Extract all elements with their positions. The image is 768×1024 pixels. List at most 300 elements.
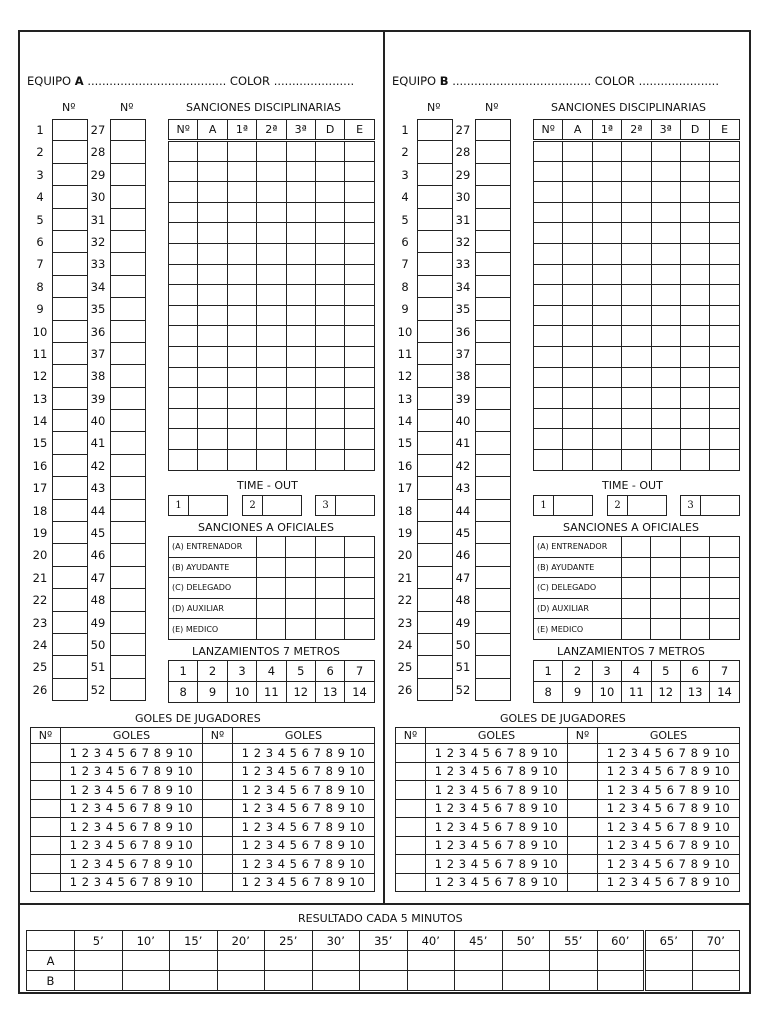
resultado-cell[interactable] [170, 971, 218, 991]
goles-player-cell[interactable] [396, 799, 426, 818]
sanciones-cell[interactable] [710, 449, 739, 470]
color-field[interactable]: ...................... [273, 74, 355, 88]
sanciones-cell[interactable] [622, 326, 651, 347]
sanciones-cell[interactable] [227, 243, 256, 264]
time-out-box[interactable] [242, 495, 302, 516]
sanciones-cell[interactable] [622, 285, 651, 306]
oficial-cell[interactable] [345, 557, 374, 578]
goles-sequence[interactable]: 1 2 3 4 5 6 7 8 9 10 [426, 855, 568, 874]
lanzamiento-cell[interactable]: 11 [622, 682, 651, 703]
sanciones-cell[interactable] [257, 223, 286, 244]
sanciones-cell[interactable] [592, 408, 621, 429]
sanciones-cell[interactable] [286, 326, 315, 347]
resultado-cell[interactable] [502, 951, 550, 971]
sanciones-cell[interactable] [286, 388, 315, 409]
player-entry-box[interactable] [475, 589, 511, 611]
player-entry-box[interactable] [475, 209, 511, 231]
player-entry-box[interactable] [52, 119, 88, 141]
player-entry-box[interactable] [475, 231, 511, 253]
goles-sequence[interactable]: 1 2 3 4 5 6 7 8 9 10 [426, 744, 568, 763]
oficial-cell[interactable] [680, 598, 709, 619]
player-entry-box[interactable] [417, 141, 453, 163]
goles-sequence[interactable]: 1 2 3 4 5 6 7 8 9 10 [426, 873, 568, 892]
goles-player-cell[interactable] [396, 818, 426, 837]
sanciones-cell[interactable] [592, 141, 621, 162]
sanciones-cell[interactable] [227, 408, 256, 429]
sanciones-cell[interactable] [315, 141, 344, 162]
oficial-cell[interactable] [622, 598, 651, 619]
sanciones-cell[interactable] [710, 264, 739, 285]
player-entry-box[interactable] [475, 388, 511, 410]
resultado-cell[interactable] [692, 951, 740, 971]
sanciones-cell[interactable] [169, 346, 198, 367]
sanciones-cell[interactable] [534, 182, 563, 203]
oficial-cell[interactable] [257, 598, 286, 619]
sanciones-cell[interactable] [169, 161, 198, 182]
oficial-cell[interactable] [345, 619, 374, 640]
goles-player-cell[interactable] [568, 855, 598, 874]
sanciones-cell[interactable] [680, 141, 709, 162]
player-entry-box[interactable] [52, 321, 88, 343]
sanciones-cell[interactable] [622, 408, 651, 429]
oficial-cell[interactable] [315, 619, 344, 640]
goles-sequence[interactable]: 1 2 3 4 5 6 7 8 9 10 [233, 781, 375, 800]
sanciones-cell[interactable] [592, 388, 621, 409]
sanciones-cell[interactable] [315, 326, 344, 347]
sanciones-cell[interactable] [315, 182, 344, 203]
goles-player-cell[interactable] [396, 836, 426, 855]
lanzamiento-cell[interactable]: 13 [680, 682, 709, 703]
sanciones-cell[interactable] [286, 285, 315, 306]
goles-sequence[interactable]: 1 2 3 4 5 6 7 8 9 10 [61, 762, 203, 781]
resultado-cell[interactable] [645, 951, 693, 971]
sanciones-cell[interactable] [563, 141, 592, 162]
player-entry-box[interactable] [417, 119, 453, 141]
player-entry-box[interactable] [52, 679, 88, 701]
sanciones-cell[interactable] [680, 243, 709, 264]
player-entry-box[interactable] [475, 186, 511, 208]
resultado-cell[interactable] [265, 971, 313, 991]
sanciones-cell[interactable] [563, 449, 592, 470]
lanzamiento-cell[interactable]: 8 [534, 682, 563, 703]
player-entry-box[interactable] [475, 634, 511, 656]
time-out-box[interactable] [315, 495, 375, 516]
sanciones-cell[interactable] [592, 305, 621, 326]
lanzamiento-cell[interactable]: 13 [315, 682, 344, 703]
goles-sequence[interactable]: 1 2 3 4 5 6 7 8 9 10 [598, 799, 740, 818]
sanciones-cell[interactable] [345, 223, 374, 244]
sanciones-cell[interactable] [257, 408, 286, 429]
oficial-cell[interactable] [680, 619, 709, 640]
sanciones-cell[interactable] [227, 367, 256, 388]
sanciones-cell[interactable] [169, 388, 198, 409]
goles-player-cell[interactable] [203, 762, 233, 781]
sanciones-cell[interactable] [257, 243, 286, 264]
sanciones-cell[interactable] [592, 161, 621, 182]
sanciones-cell[interactable] [169, 264, 198, 285]
time-out-box[interactable] [680, 495, 740, 516]
lanzamiento-cell[interactable]: 9 [563, 682, 592, 703]
goles-player-cell[interactable] [396, 781, 426, 800]
sanciones-cell[interactable] [257, 326, 286, 347]
lanzamiento-cell[interactable]: 10 [592, 682, 621, 703]
sanciones-cell[interactable] [563, 388, 592, 409]
player-entry-box[interactable] [417, 500, 453, 522]
sanciones-cell[interactable] [651, 264, 680, 285]
lanzamiento-cell[interactable]: 6 [680, 661, 709, 682]
sanciones-cell[interactable] [710, 161, 739, 182]
resultado-cell[interactable] [217, 971, 265, 991]
sanciones-cell[interactable] [534, 161, 563, 182]
sanciones-cell[interactable] [563, 326, 592, 347]
resultado-cell[interactable] [407, 951, 455, 971]
resultado-cell[interactable] [360, 951, 408, 971]
sanciones-cell[interactable] [315, 429, 344, 450]
sanciones-cell[interactable] [315, 305, 344, 326]
sanciones-cell[interactable] [651, 449, 680, 470]
goles-player-cell[interactable] [31, 781, 61, 800]
goles-sequence[interactable]: 1 2 3 4 5 6 7 8 9 10 [61, 818, 203, 837]
sanciones-cell[interactable] [286, 161, 315, 182]
sanciones-cell[interactable] [345, 243, 374, 264]
oficial-cell[interactable] [622, 619, 651, 640]
goles-player-cell[interactable] [203, 781, 233, 800]
player-entry-box[interactable] [417, 432, 453, 454]
sanciones-cell[interactable] [710, 141, 739, 162]
player-entry-box[interactable] [475, 432, 511, 454]
sanciones-cell[interactable] [622, 264, 651, 285]
sanciones-cell[interactable] [680, 326, 709, 347]
player-entry-box[interactable] [475, 544, 511, 566]
oficial-cell[interactable] [315, 557, 344, 578]
resultado-cell[interactable] [407, 971, 455, 991]
oficial-cell[interactable] [345, 598, 374, 619]
player-entry-box[interactable] [475, 343, 511, 365]
sanciones-cell[interactable] [651, 141, 680, 162]
oficial-cell[interactable] [710, 557, 739, 578]
player-entry-box[interactable] [52, 231, 88, 253]
goles-sequence[interactable]: 1 2 3 4 5 6 7 8 9 10 [426, 781, 568, 800]
goles-player-cell[interactable] [203, 855, 233, 874]
lanzamiento-cell[interactable]: 4 [622, 661, 651, 682]
sanciones-cell[interactable] [198, 285, 227, 306]
sanciones-cell[interactable] [622, 449, 651, 470]
sanciones-cell[interactable] [710, 326, 739, 347]
player-entry-box[interactable] [475, 253, 511, 275]
sanciones-cell[interactable] [680, 408, 709, 429]
sanciones-cell[interactable] [710, 305, 739, 326]
goles-player-cell[interactable] [396, 855, 426, 874]
sanciones-cell[interactable] [345, 346, 374, 367]
resultado-cell[interactable] [217, 951, 265, 971]
lanzamiento-cell[interactable]: 4 [257, 661, 286, 682]
lanzamiento-cell[interactable]: 6 [315, 661, 344, 682]
sanciones-cell[interactable] [345, 408, 374, 429]
player-entry-box[interactable] [110, 455, 146, 477]
oficial-cell[interactable] [345, 578, 374, 599]
sanciones-cell[interactable] [534, 326, 563, 347]
player-entry-box[interactable] [52, 656, 88, 678]
oficial-cell[interactable] [651, 557, 680, 578]
sanciones-cell[interactable] [563, 429, 592, 450]
player-entry-box[interactable] [52, 209, 88, 231]
oficial-cell[interactable] [286, 557, 315, 578]
sanciones-cell[interactable] [345, 449, 374, 470]
sanciones-cell[interactable] [563, 223, 592, 244]
player-entry-box[interactable] [417, 589, 453, 611]
goles-sequence[interactable]: 1 2 3 4 5 6 7 8 9 10 [598, 855, 740, 874]
oficial-cell[interactable] [680, 557, 709, 578]
sanciones-cell[interactable] [345, 161, 374, 182]
player-entry-box[interactable] [52, 612, 88, 634]
sanciones-cell[interactable] [592, 223, 621, 244]
sanciones-cell[interactable] [651, 285, 680, 306]
sanciones-cell[interactable] [563, 305, 592, 326]
resultado-cell[interactable] [455, 951, 503, 971]
team-name-field[interactable]: ...................................... [87, 74, 227, 88]
sanciones-cell[interactable] [286, 367, 315, 388]
goles-player-cell[interactable] [396, 762, 426, 781]
sanciones-cell[interactable] [534, 202, 563, 223]
resultado-cell[interactable] [455, 971, 503, 991]
sanciones-cell[interactable] [257, 161, 286, 182]
player-entry-box[interactable] [475, 298, 511, 320]
goles-player-cell[interactable] [568, 818, 598, 837]
goles-sequence[interactable]: 1 2 3 4 5 6 7 8 9 10 [426, 818, 568, 837]
player-entry-box[interactable] [417, 186, 453, 208]
player-entry-box[interactable] [475, 477, 511, 499]
sanciones-cell[interactable] [169, 182, 198, 203]
oficial-cell[interactable] [286, 619, 315, 640]
sanciones-cell[interactable] [169, 449, 198, 470]
goles-sequence[interactable]: 1 2 3 4 5 6 7 8 9 10 [61, 873, 203, 892]
lanzamiento-cell[interactable]: 5 [286, 661, 315, 682]
sanciones-cell[interactable] [534, 408, 563, 429]
sanciones-cell[interactable] [622, 243, 651, 264]
player-entry-box[interactable] [475, 612, 511, 634]
oficial-cell[interactable] [257, 619, 286, 640]
sanciones-cell[interactable] [534, 305, 563, 326]
player-entry-box[interactable] [417, 544, 453, 566]
player-entry-box[interactable] [475, 365, 511, 387]
sanciones-cell[interactable] [198, 243, 227, 264]
sanciones-cell[interactable] [227, 223, 256, 244]
sanciones-cell[interactable] [534, 285, 563, 306]
player-entry-box[interactable] [417, 612, 453, 634]
player-entry-box[interactable] [475, 321, 511, 343]
player-entry-box[interactable] [110, 164, 146, 186]
player-entry-box[interactable] [52, 500, 88, 522]
sanciones-cell[interactable] [680, 264, 709, 285]
goles-sequence[interactable]: 1 2 3 4 5 6 7 8 9 10 [426, 836, 568, 855]
player-entry-box[interactable] [110, 365, 146, 387]
sanciones-cell[interactable] [345, 264, 374, 285]
sanciones-cell[interactable] [651, 367, 680, 388]
player-entry-box[interactable] [417, 679, 453, 701]
sanciones-cell[interactable] [563, 264, 592, 285]
sanciones-cell[interactable] [198, 264, 227, 285]
player-entry-box[interactable] [52, 388, 88, 410]
sanciones-cell[interactable] [198, 202, 227, 223]
resultado-cell[interactable] [645, 971, 693, 991]
goles-sequence[interactable]: 1 2 3 4 5 6 7 8 9 10 [598, 744, 740, 763]
sanciones-cell[interactable] [198, 388, 227, 409]
sanciones-cell[interactable] [169, 243, 198, 264]
player-entry-box[interactable] [52, 164, 88, 186]
goles-sequence[interactable]: 1 2 3 4 5 6 7 8 9 10 [61, 799, 203, 818]
player-entry-box[interactable] [110, 141, 146, 163]
sanciones-cell[interactable] [710, 285, 739, 306]
player-entry-box[interactable] [417, 209, 453, 231]
sanciones-cell[interactable] [286, 346, 315, 367]
goles-player-cell[interactable] [203, 818, 233, 837]
player-entry-box[interactable] [52, 477, 88, 499]
sanciones-cell[interactable] [286, 408, 315, 429]
sanciones-cell[interactable] [592, 429, 621, 450]
goles-player-cell[interactable] [203, 799, 233, 818]
player-entry-box[interactable] [110, 567, 146, 589]
lanzamiento-cell[interactable]: 14 [710, 682, 739, 703]
sanciones-cell[interactable] [592, 182, 621, 203]
sanciones-cell[interactable] [345, 141, 374, 162]
goles-sequence[interactable]: 1 2 3 4 5 6 7 8 9 10 [233, 855, 375, 874]
sanciones-cell[interactable] [710, 202, 739, 223]
player-entry-box[interactable] [110, 522, 146, 544]
sanciones-cell[interactable] [315, 161, 344, 182]
sanciones-cell[interactable] [315, 408, 344, 429]
player-entry-box[interactable] [110, 298, 146, 320]
player-entry-box[interactable] [475, 164, 511, 186]
sanciones-cell[interactable] [286, 264, 315, 285]
sanciones-cell[interactable] [651, 161, 680, 182]
sanciones-cell[interactable] [651, 202, 680, 223]
player-entry-box[interactable] [52, 432, 88, 454]
time-out-box[interactable] [168, 495, 228, 516]
sanciones-cell[interactable] [198, 346, 227, 367]
sanciones-cell[interactable] [198, 449, 227, 470]
goles-sequence[interactable]: 1 2 3 4 5 6 7 8 9 10 [61, 744, 203, 763]
sanciones-cell[interactable] [534, 429, 563, 450]
sanciones-cell[interactable] [622, 161, 651, 182]
player-entry-box[interactable] [417, 656, 453, 678]
sanciones-cell[interactable] [592, 264, 621, 285]
player-entry-box[interactable] [52, 410, 88, 432]
player-entry-box[interactable] [417, 298, 453, 320]
goles-sequence[interactable]: 1 2 3 4 5 6 7 8 9 10 [233, 873, 375, 892]
sanciones-cell[interactable] [286, 223, 315, 244]
player-entry-box[interactable] [110, 388, 146, 410]
sanciones-cell[interactable] [651, 243, 680, 264]
resultado-cell[interactable] [550, 951, 598, 971]
sanciones-cell[interactable] [651, 346, 680, 367]
player-entry-box[interactable] [52, 343, 88, 365]
sanciones-cell[interactable] [680, 161, 709, 182]
sanciones-cell[interactable] [622, 223, 651, 244]
sanciones-cell[interactable] [227, 388, 256, 409]
sanciones-cell[interactable] [563, 346, 592, 367]
sanciones-cell[interactable] [592, 285, 621, 306]
sanciones-cell[interactable] [563, 285, 592, 306]
player-entry-box[interactable] [475, 522, 511, 544]
player-entry-box[interactable] [417, 253, 453, 275]
sanciones-cell[interactable] [227, 141, 256, 162]
sanciones-cell[interactable] [257, 449, 286, 470]
oficial-cell[interactable] [286, 537, 315, 558]
lanzamiento-cell[interactable]: 7 [345, 661, 374, 682]
player-entry-box[interactable] [110, 119, 146, 141]
oficial-cell[interactable] [315, 537, 344, 558]
sanciones-cell[interactable] [563, 202, 592, 223]
sanciones-cell[interactable] [286, 449, 315, 470]
sanciones-cell[interactable] [592, 346, 621, 367]
sanciones-cell[interactable] [710, 388, 739, 409]
sanciones-cell[interactable] [651, 388, 680, 409]
goles-player-cell[interactable] [203, 836, 233, 855]
oficial-cell[interactable] [680, 578, 709, 599]
sanciones-cell[interactable] [286, 243, 315, 264]
sanciones-cell[interactable] [710, 429, 739, 450]
goles-sequence[interactable]: 1 2 3 4 5 6 7 8 9 10 [598, 836, 740, 855]
goles-player-cell[interactable] [568, 873, 598, 892]
sanciones-cell[interactable] [257, 305, 286, 326]
sanciones-cell[interactable] [563, 161, 592, 182]
sanciones-cell[interactable] [169, 367, 198, 388]
player-entry-box[interactable] [52, 567, 88, 589]
sanciones-cell[interactable] [345, 326, 374, 347]
sanciones-cell[interactable] [257, 429, 286, 450]
oficial-cell[interactable] [710, 619, 739, 640]
resultado-cell[interactable] [265, 951, 313, 971]
goles-sequence[interactable]: 1 2 3 4 5 6 7 8 9 10 [426, 799, 568, 818]
goles-player-cell[interactable] [568, 836, 598, 855]
player-entry-box[interactable] [417, 634, 453, 656]
goles-sequence[interactable]: 1 2 3 4 5 6 7 8 9 10 [233, 818, 375, 837]
sanciones-cell[interactable] [257, 346, 286, 367]
lanzamiento-cell[interactable]: 12 [651, 682, 680, 703]
team-name-field[interactable]: ...................................... [452, 74, 592, 88]
player-entry-box[interactable] [417, 365, 453, 387]
sanciones-cell[interactable] [198, 141, 227, 162]
sanciones-cell[interactable] [680, 223, 709, 244]
sanciones-cell[interactable] [169, 408, 198, 429]
oficial-cell[interactable] [651, 537, 680, 558]
sanciones-cell[interactable] [315, 346, 344, 367]
goles-player-cell[interactable] [568, 799, 598, 818]
sanciones-cell[interactable] [622, 346, 651, 367]
player-entry-box[interactable] [110, 253, 146, 275]
sanciones-cell[interactable] [534, 264, 563, 285]
sanciones-cell[interactable] [257, 202, 286, 223]
oficial-cell[interactable] [710, 598, 739, 619]
sanciones-cell[interactable] [169, 326, 198, 347]
sanciones-cell[interactable] [315, 285, 344, 306]
player-entry-box[interactable] [475, 119, 511, 141]
sanciones-cell[interactable] [345, 367, 374, 388]
sanciones-cell[interactable] [680, 182, 709, 203]
goles-sequence[interactable]: 1 2 3 4 5 6 7 8 9 10 [598, 762, 740, 781]
resultado-cell[interactable] [502, 971, 550, 991]
sanciones-cell[interactable] [534, 388, 563, 409]
sanciones-cell[interactable] [563, 367, 592, 388]
sanciones-cell[interactable] [563, 243, 592, 264]
sanciones-cell[interactable] [198, 429, 227, 450]
oficial-cell[interactable] [622, 537, 651, 558]
sanciones-cell[interactable] [710, 346, 739, 367]
sanciones-cell[interactable] [169, 223, 198, 244]
player-entry-box[interactable] [417, 567, 453, 589]
goles-player-cell[interactable] [31, 873, 61, 892]
player-entry-box[interactable] [475, 656, 511, 678]
